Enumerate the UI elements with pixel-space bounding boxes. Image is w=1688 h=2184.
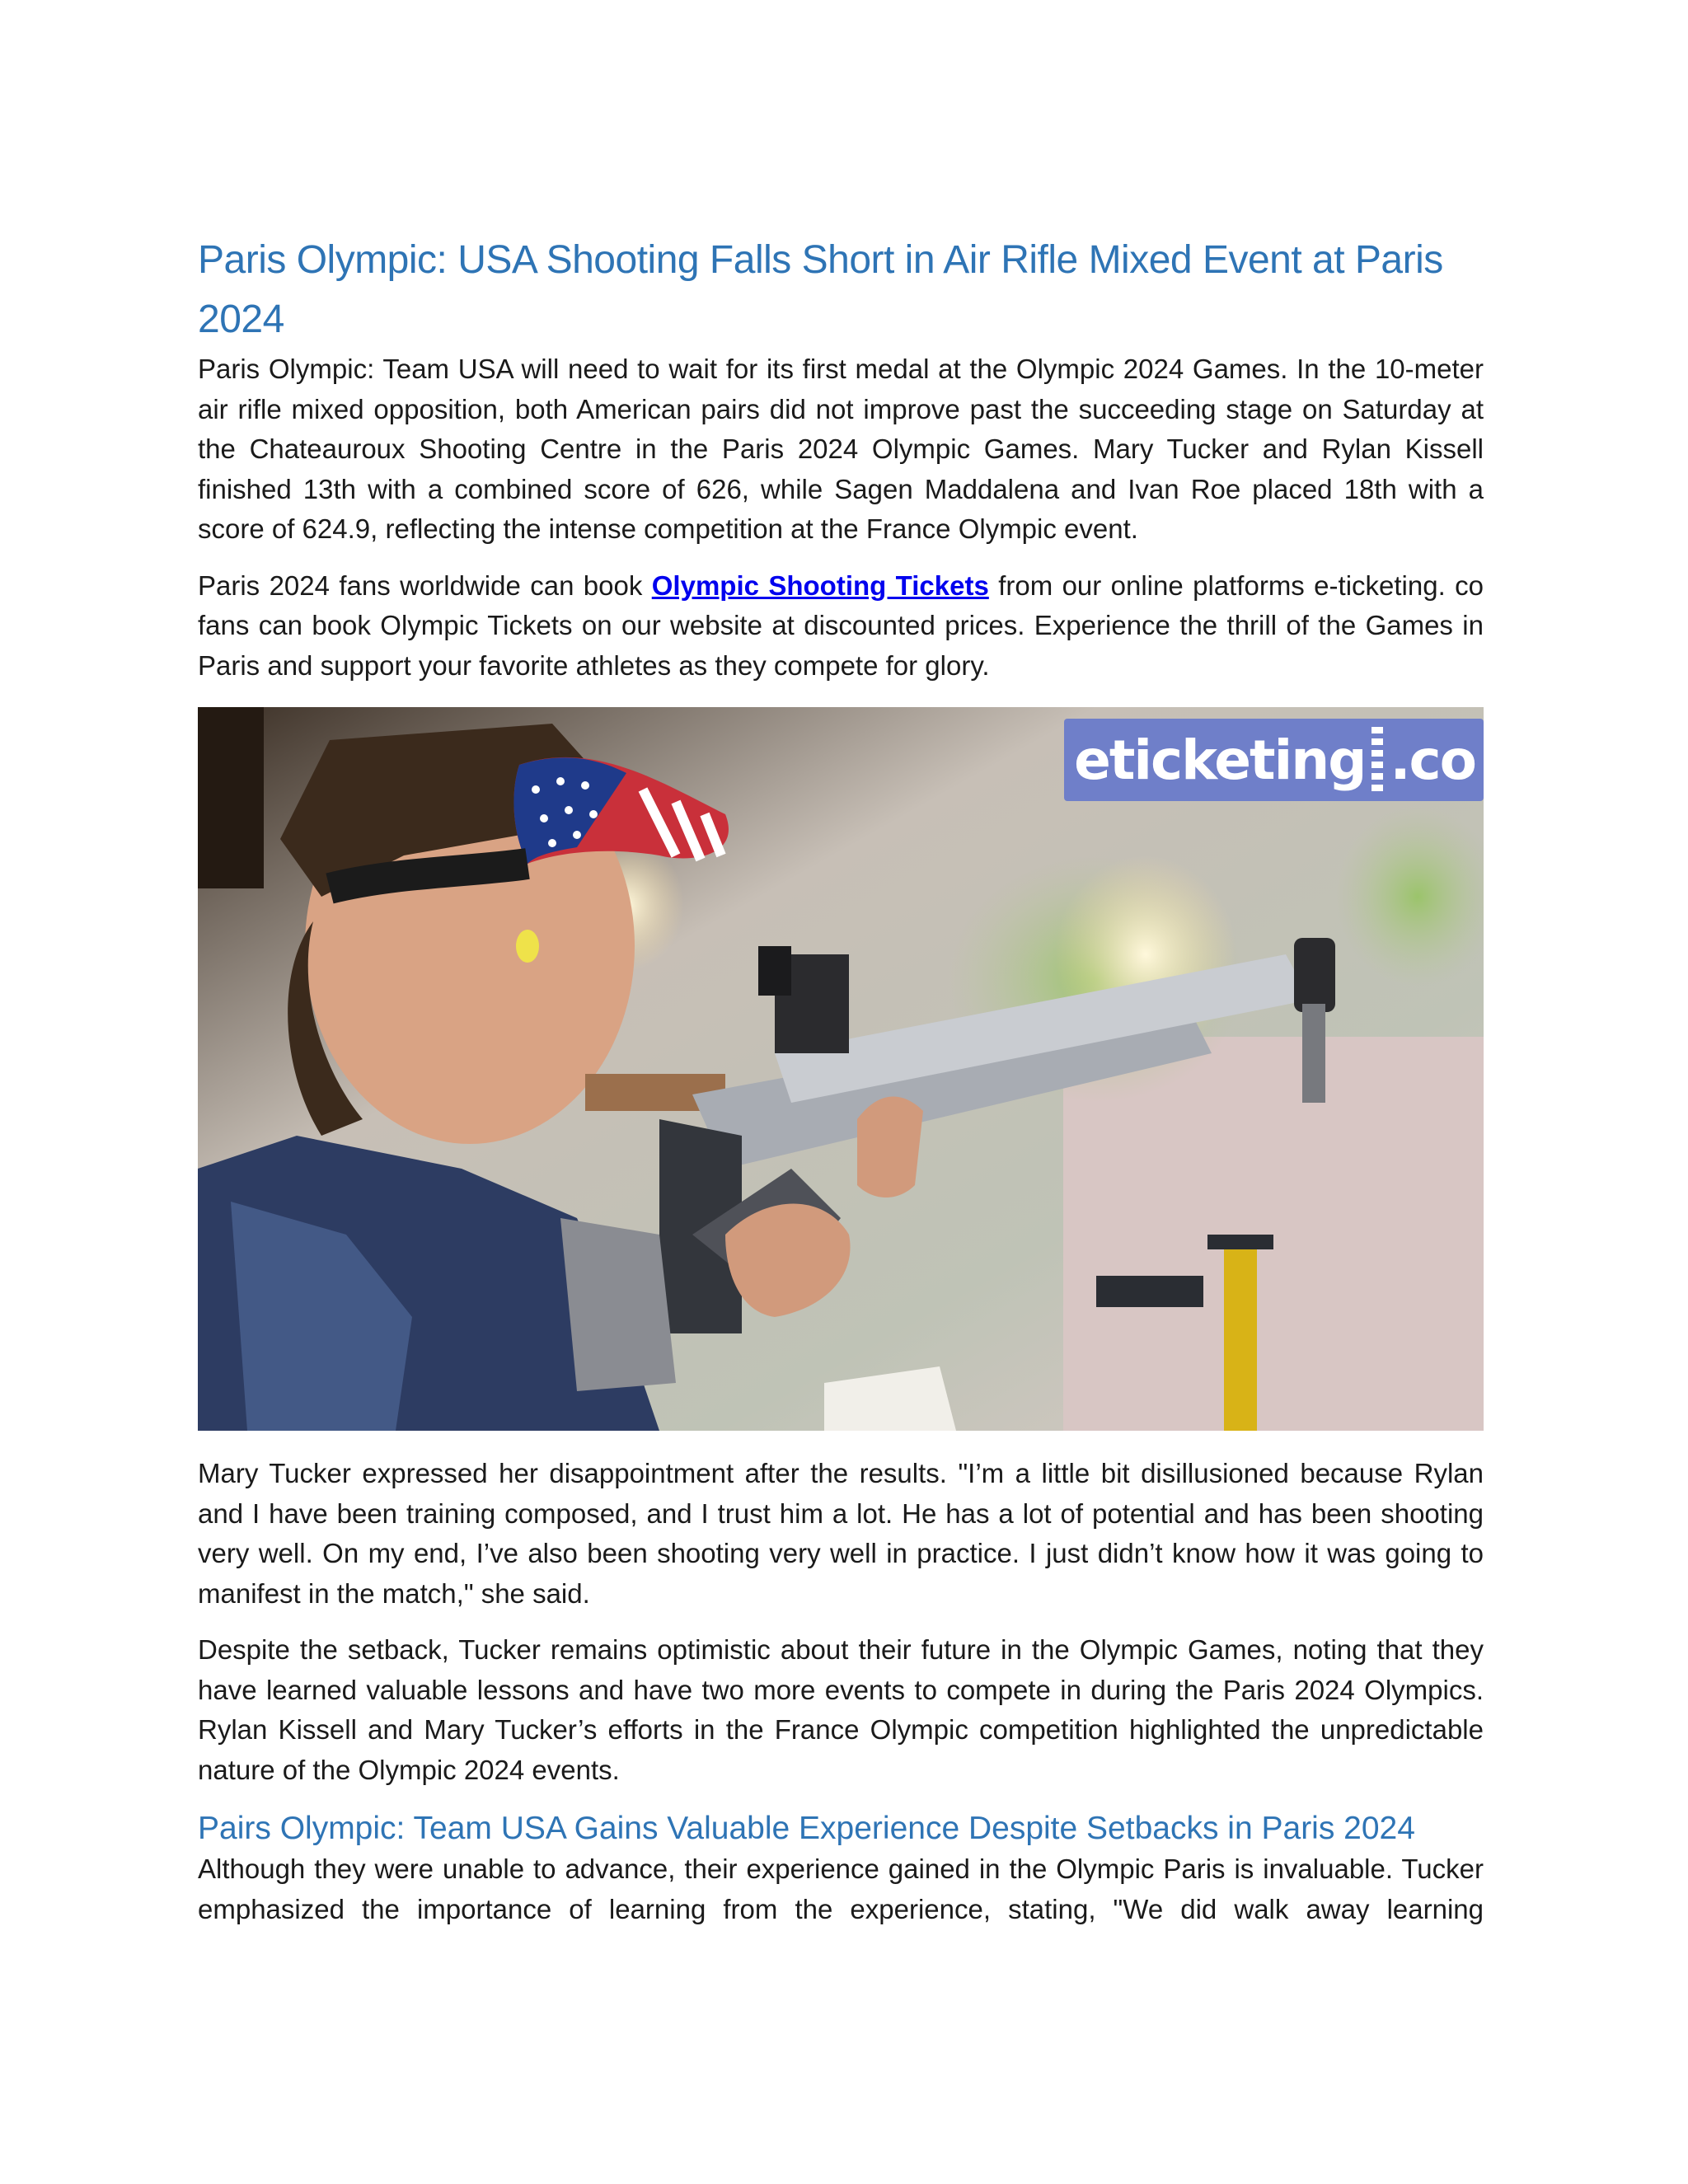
- article-body: [198, 231, 1484, 1929]
- article-title: Paris Olympic: USA Shooting Falls Short in Air Rifle Mixed Event at Paris 2024: [198, 238, 1443, 341]
- paragraph-experience: Although they were unable to advance, their experience gained in the Olympic Paris is invaluable. Tucker emphasized the importance of learning from the experience, stating, "We did walk away learning: [198, 1854, 1484, 1924]
- yellow-stand: [1224, 1235, 1257, 1431]
- tickets-text-before: Paris 2024 fans worldwide can book: [198, 569, 652, 601]
- paragraph-quote: Mary Tucker expressed her disappointment after the results. "I’m a little bit disillusioned because Rylan and I have been training composed, and I trust him a lot. He has a lot of potential and has been shooting very well. On my end, I’ve also been shooting very well in practice. I just didn’t know how it was going to manifest in the match," she said.: [198, 1458, 1484, 1609]
- eticketing-logo: [1064, 719, 1484, 801]
- section-subheading: Pairs Olympic: Team USA Gains Valuable Experience Despite Setbacks in Paris 2024: [198, 1811, 1415, 1846]
- article-photo: [198, 707, 1484, 1431]
- shooter-illustration: [198, 707, 1484, 1431]
- olympic-shooting-tickets-link[interactable]: Olympic Shooting Tickets: [651, 569, 989, 601]
- ticket-perforation-icon: [1372, 727, 1383, 793]
- paragraph-optimism: Despite the setback, Tucker remains optimistic about their future in the Olympic Games, noting that they have learned valuable lessons and have two more events to compete in during the Paris 2024 Olympics. Rylan Kissell and Mary Tucker’s efforts in the France Olympic competition highlighted the unpredictable nature of the Olympic 2024 events.: [198, 1634, 1484, 1785]
- paragraph-intro: Paris Olympic: Team USA will need to wait for its first medal at the Olympic 2024 Games. In the 10-meter air rifle mixed opposition, both American pairs did not improve past the succeeding stage on Saturday at the Chateauroux Shooting Centre in the Paris 2024 Olympic Games. Mary Tucker and Rylan Kissell finished 13th with a combined score of 626, while Sagen Maddalena and Ivan Roe placed 18th with a score of 624.9, reflecting the intense competition at the France Olympic event.: [198, 354, 1484, 544]
- tickets-text-after: from our online platforms e-ticketing. co fans can book Olympic Tickets on our website at discounted prices. Experience the thrill of the Games in Paris and support your favorite athletes as they compete for glory.: [198, 569, 1484, 681]
- paragraph-tickets: [198, 566, 1484, 687]
- logo-domain: .co: [1390, 728, 1475, 792]
- logo-text: eticketing: [1074, 728, 1366, 792]
